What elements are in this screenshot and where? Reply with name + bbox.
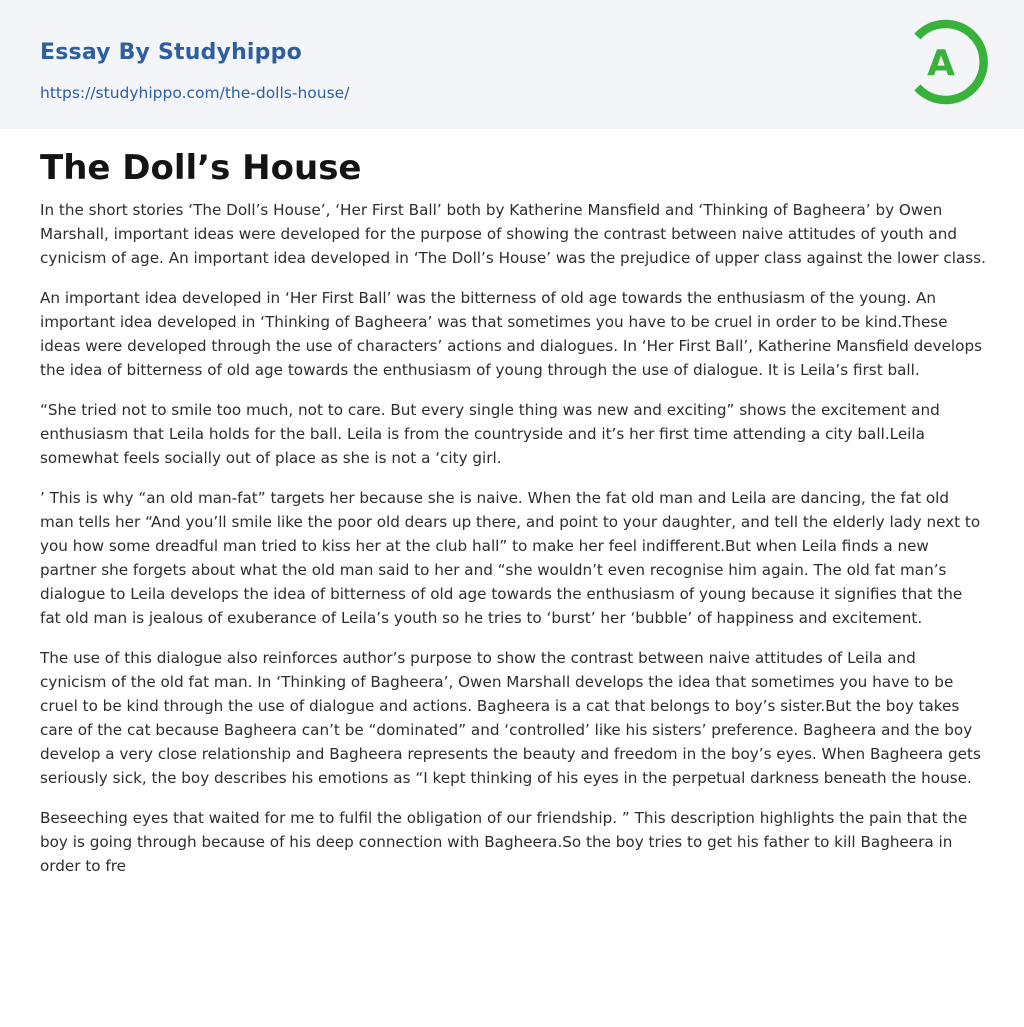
logo-letter: A (927, 43, 955, 84)
paragraph: “She tried not to smile too much, not to care. But every single thing was new and exciting” shows the excitement and enthusiasm that Leila holds for the ball. Leila is from the countryside and it’s her first time attending a city ball.Leila somewhat feels socially out of place as she is not a ‘city girl. (40, 401, 940, 467)
paragraph: An important idea developed in ‘Her First Ball’ was the bitterness of old age towards the enthusiasm of the young. An important idea developed in ‘Thinking of Bagheera’ was that sometimes you have to be cruel in order to be kind.These ideas were developed through the use of characters’ actions and dialogues. In ‘Her First Ball’, Katherine Mansfield develops the idea of bitterness of old age towards the enthusiasm of young through the use of dialogue. It is Leila’s first ball. (40, 289, 982, 379)
article-body (40, 146, 986, 894)
article-url-link[interactable]: https://studyhippo.com/the-dolls-house/ (40, 84, 350, 102)
paragraph: In the short stories ‘The Doll’s House’, ‘Her First Ball’ both by Katherine Mansfield and ‘Thinking of Bagheera’ by Owen Marshall, important ideas were developed for the purpose of showing the contrast between naive attitudes of youth and cynicism of age. An important idea developed in ‘The Doll’s House’ was the prejudice of upper class against the lower class. (40, 201, 986, 267)
article-title: The Doll’s House (40, 148, 362, 188)
paragraph: Beseeching eyes that waited for me to fulfil the obligation of our friendship. ” This description highlights the pain that the boy is going through because of his deep connection with Bagheera.So the boy tries to get his father to kill Bagheera in order to fre (40, 809, 968, 875)
paragraph: ’ This is why “an old man-fat” targets her because she is naive. When the fat old man and Leila are dancing, the fat old man tells her “And you’ll smile like the poor old dears up there, and point to your daughter, and tell the elderly lady next to you how some dreadful man tried to kiss her at the club hall” to make her feel indifferent.But when Leila finds a new partner she forgets about what the old man said to her and “she wouldn’t even recognise him again. The old fat man’s dialogue to Leila develops the idea of bitterness of old age towards the enthusiasm of young because it signifies that the fat old man is jealous of exuberance of Leila’s youth so he tries to ‘burst’ her ‘bubble’ of happiness and excitement. (40, 489, 981, 627)
paragraph: The use of this dialogue also reinforces author’s purpose to show the contrast between naive attitudes of Leila and cynicism of the old fat man. In ‘Thinking of Bagheera’, Owen Marshall develops the idea that sometimes you have to be cruel to be kind through the use of dialogue and actions. Bagheera is a cat that belongs to boy’s sister.But the boy takes care of the cat because Bagheera can’t be “dominated” and ‘controlled’ like his sisters’ preference. Bagheera and the boy develop a very close relationship and Bagheera represents the beauty and freedom in the boy’s eyes. When Bagheera gets seriously sick, the boy describes his emotions as “I kept thinking of his eyes in the perpetual darkness beneath the house. (40, 649, 981, 787)
site-brand[interactable]: Essay By Studyhippo (40, 40, 302, 65)
page-header (0, 0, 1024, 129)
studyhippo-logo-icon[interactable] (900, 18, 988, 106)
